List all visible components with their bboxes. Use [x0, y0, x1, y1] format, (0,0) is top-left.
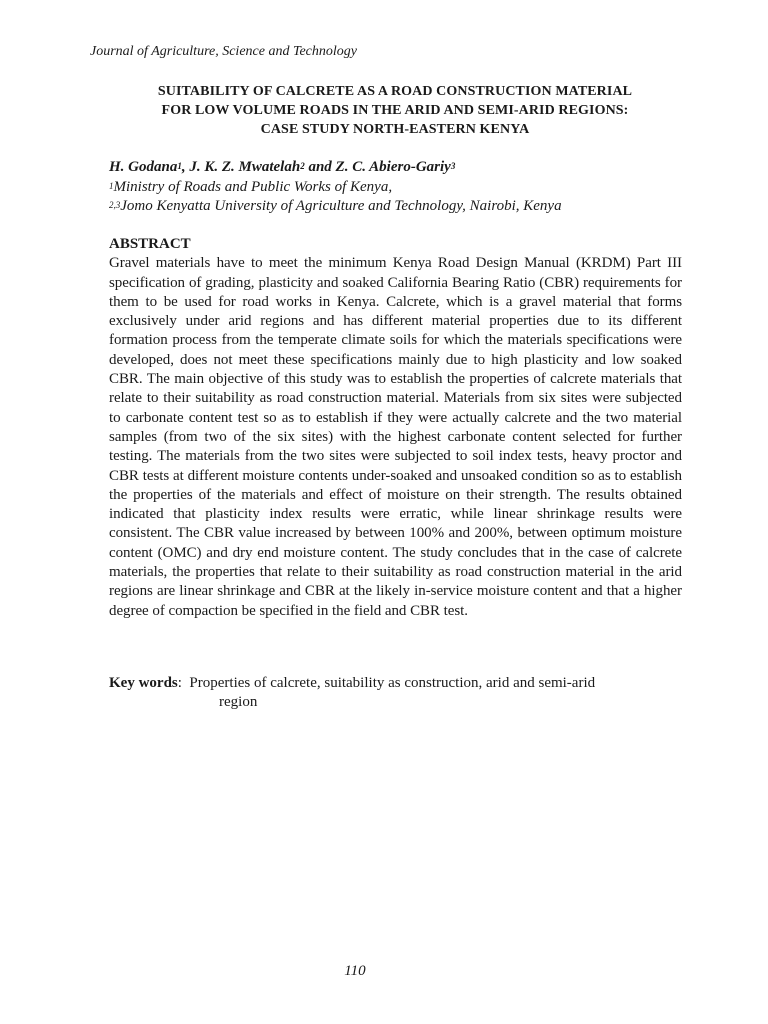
keywords-label: Key words	[109, 675, 178, 691]
keywords-line-1	[109, 674, 689, 693]
journal-name: Journal of Agriculture, Science and Technology	[90, 44, 357, 59]
affiliation-2-mark: 2,3	[109, 200, 121, 210]
page-number: 110	[344, 963, 366, 979]
author-2-affiliation-mark: 2	[300, 161, 305, 171]
affiliation-1-mark: 1	[109, 180, 114, 191]
author-block	[109, 158, 562, 217]
author-1-affiliation-mark: 1	[177, 161, 182, 171]
author-3-affiliation-mark: 3	[450, 161, 456, 171]
author-separator-2: and	[304, 159, 336, 175]
title-line-1: SUITABILITY OF CALCRETE AS A ROAD CONSTRUCTION MATERIAL	[157, 84, 633, 99]
affiliation-1	[109, 178, 562, 198]
abstract-section	[109, 235, 682, 621]
author-separator-1: ,	[181, 159, 190, 175]
author-3: Z. C. Abiero-Gariy	[335, 159, 451, 175]
author-list	[109, 158, 562, 178]
abstract-body: Gravel materials have to meet the minimum Kenya Road Design Manual (KRDM) Part III specification of grading, plasticity and soaked California Bearing Ratio (CBR) requirements for them to be used for road works in Kenya. Calcrete, which is a gravel material that forms exclusively under arid regions and has different material properties due to its different formation process from the temperate climate soils for which the materials specifications were developed, does not meet these specifications mainly due to high plasticity and low soaked CBR. The main objective of this study was to establish the properties of calcrete materials that relate to their suitability as road construction material. Materials from six sites were subjected to carbonate content test so as to establish if they were actually calcrete and the two material samples (from two of the six sites) with the highest carbonate content selected for further testing. The materials from the two sites were subjected to soil index tests, heavy proctor and CBR tests at different moisture contents under-soaked and unsoaked condition so as to establish the properties of the materials and effect of moisture on their strength. The results obtained indicated that plasticity index results were erratic, while linear shrinkage results were consistent. The CBR value increased by between 100% and 200%, between optimum moisture content (OMC) and dry end moisture content. The study concludes that in the case of calcrete materials, the properties that relate to their suitability as road construction material in the arid regions are linear shrinkage and CBR at the likely in-service moisture content and that a higher degree of compaction be specified in the field and CBR test.	[109, 255, 682, 619]
paper-title	[100, 82, 690, 139]
keywords-text-1: Properties of calcrete, suitability as construction, arid and semi-arid	[189, 675, 596, 691]
keywords-colon: :	[177, 675, 190, 691]
author-1: H. Godana	[109, 159, 178, 175]
keywords-section	[109, 674, 689, 712]
affiliation-2-text: Jomo Kenyatta University of Agriculture and Technology, Nairobi, Kenya	[120, 198, 562, 214]
title-line-3: CASE STUDY NORTH-EASTERN KENYA	[260, 122, 530, 137]
author-2: J. K. Z. Mwatelah	[189, 159, 301, 175]
keywords-line-2: region	[219, 694, 258, 710]
title-line-2: FOR LOW VOLUME ROADS IN THE ARID AND SEMI-ARID REGIONS:	[161, 103, 629, 118]
affiliation-1-text: Ministry of Roads and Public Works of Kenya,	[113, 178, 393, 195]
affiliation-2	[109, 197, 562, 217]
abstract-heading: ABSTRACT	[109, 236, 191, 252]
